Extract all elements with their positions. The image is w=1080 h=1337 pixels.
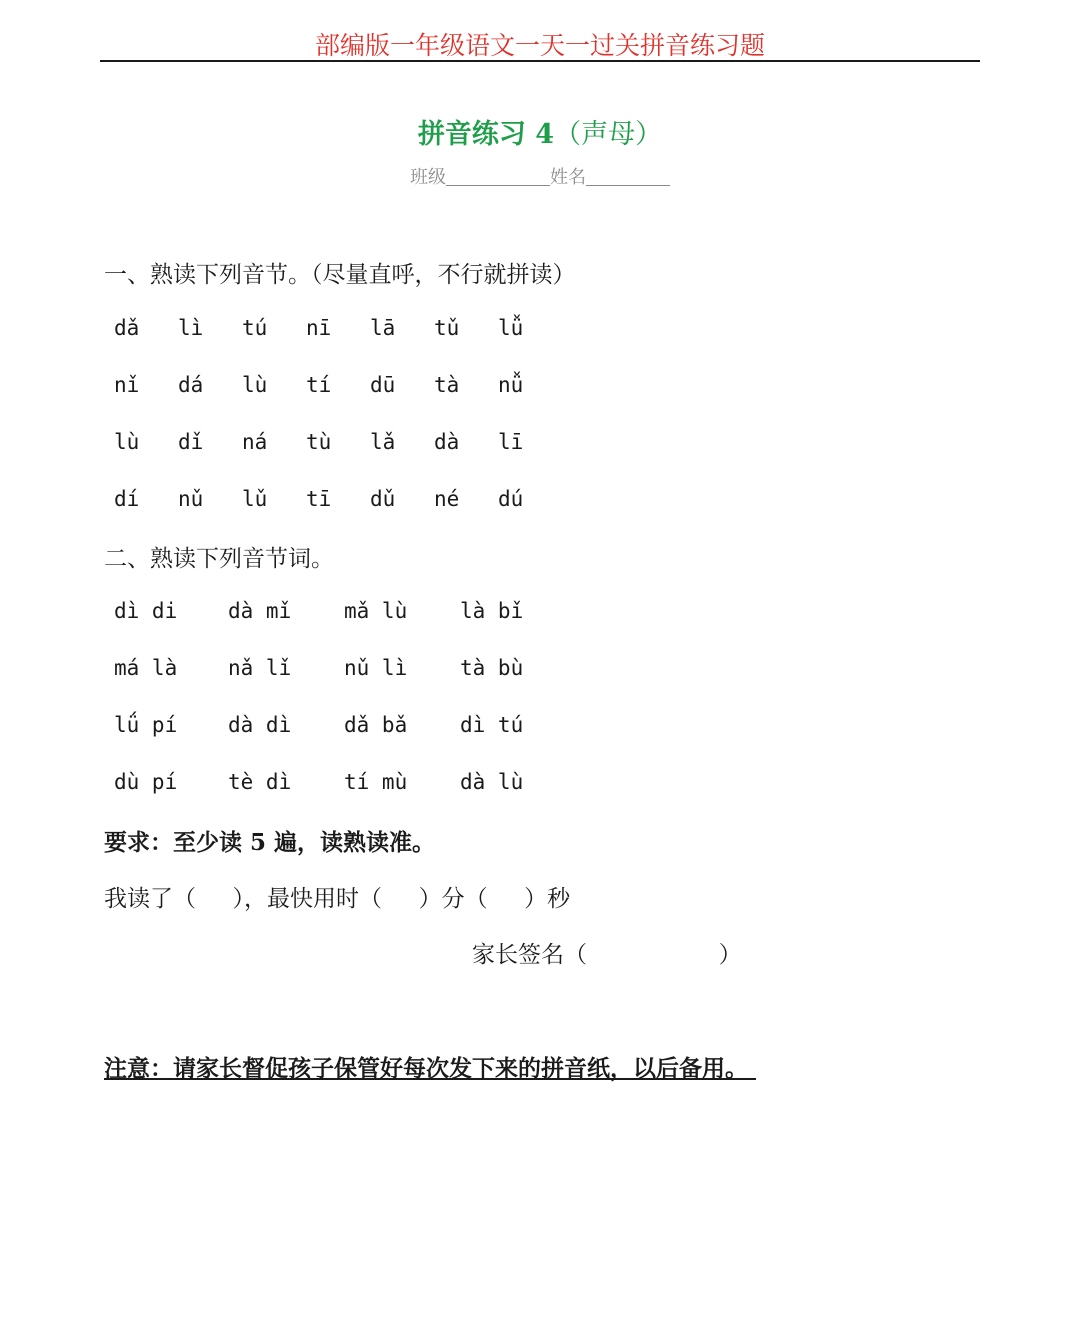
syllable-word: nǎ lǐ xyxy=(228,656,292,680)
name-blank[interactable] xyxy=(586,167,670,186)
worksheet-title-sub: （声母） xyxy=(554,119,663,150)
syllable: lā xyxy=(370,316,396,340)
worksheet-title xyxy=(0,112,1080,151)
syllable: lǚ xyxy=(498,316,524,340)
syllable: nǐ xyxy=(114,373,140,397)
syllable-word: tà bù xyxy=(460,656,524,680)
syllable: tà xyxy=(434,373,460,397)
syllable: tú xyxy=(242,316,268,340)
syllable-word: dà lù xyxy=(460,770,524,794)
syllable: tù xyxy=(306,430,332,454)
requirement-text: 要求：至少读 5 遍，读熟读准。 xyxy=(104,829,436,856)
syllable: lī xyxy=(498,430,524,454)
syllable: tǔ xyxy=(434,316,460,340)
section1-heading: 一、熟读下列音节。（尽量直呼，不行就拼读） xyxy=(104,262,576,288)
syllable: dá xyxy=(178,373,204,397)
section2-heading: 二、熟读下列音节词。 xyxy=(104,546,334,572)
class-blank[interactable] xyxy=(446,167,550,186)
syllable: ná xyxy=(242,430,268,454)
syllable-word: mǎ lù xyxy=(344,599,408,623)
syllable: dū xyxy=(370,373,396,397)
header-divider xyxy=(100,60,980,62)
notice-text: 注意：请家长督促孩子保管好每次发下来的拼音纸，以后备用。 xyxy=(104,1055,757,1082)
syllable: nī xyxy=(306,316,332,340)
syllable-word: là bǐ xyxy=(460,599,524,623)
document-header-title: 部编版一年级语文一天一过关拼音练习题 xyxy=(314,31,765,60)
syllable: nǚ xyxy=(498,373,524,397)
reading-record-line: 我读了（ ），最快用时（ ）分（ ）秒 xyxy=(104,886,571,912)
syllable: lù xyxy=(114,430,140,454)
syllable-word: dà mǐ xyxy=(228,599,292,623)
syllable-word: má là xyxy=(114,656,178,680)
syllable-word: dà dì xyxy=(228,713,292,737)
syllable: lǔ xyxy=(242,487,268,511)
syllable: lǎ xyxy=(370,430,396,454)
syllable-word: dù pí xyxy=(114,770,178,794)
name-label: 姓名 xyxy=(550,167,586,188)
syllable: lù xyxy=(242,373,268,397)
parent-signature-line: 家长签名（ ） xyxy=(472,942,742,968)
class-label: 班级 xyxy=(410,167,446,188)
syllable: tī xyxy=(306,487,332,511)
worksheet-title-main: 拼音练习 4 xyxy=(417,119,555,150)
syllable: lì xyxy=(178,316,204,340)
syllable: dí xyxy=(114,487,140,511)
syllable: dú xyxy=(498,487,524,511)
syllable: dǐ xyxy=(178,430,204,454)
syllable-word: tè dì xyxy=(228,770,292,794)
syllable-word: dì tú xyxy=(460,713,524,737)
syllable: tí xyxy=(306,373,332,397)
syllable-word: dǎ bǎ xyxy=(344,713,408,737)
syllable-word: dì di xyxy=(114,599,178,623)
syllable: nǔ xyxy=(178,487,204,511)
syllable: dǎ xyxy=(114,316,140,340)
syllable-word: tí mù xyxy=(344,770,408,794)
syllable: né xyxy=(434,487,460,511)
syllable-word: nǔ lì xyxy=(344,656,408,680)
syllable-word: lǘ pí xyxy=(114,713,178,737)
syllable: dǔ xyxy=(370,487,396,511)
syllable: dà xyxy=(434,430,460,454)
class-name-line xyxy=(0,163,1080,189)
